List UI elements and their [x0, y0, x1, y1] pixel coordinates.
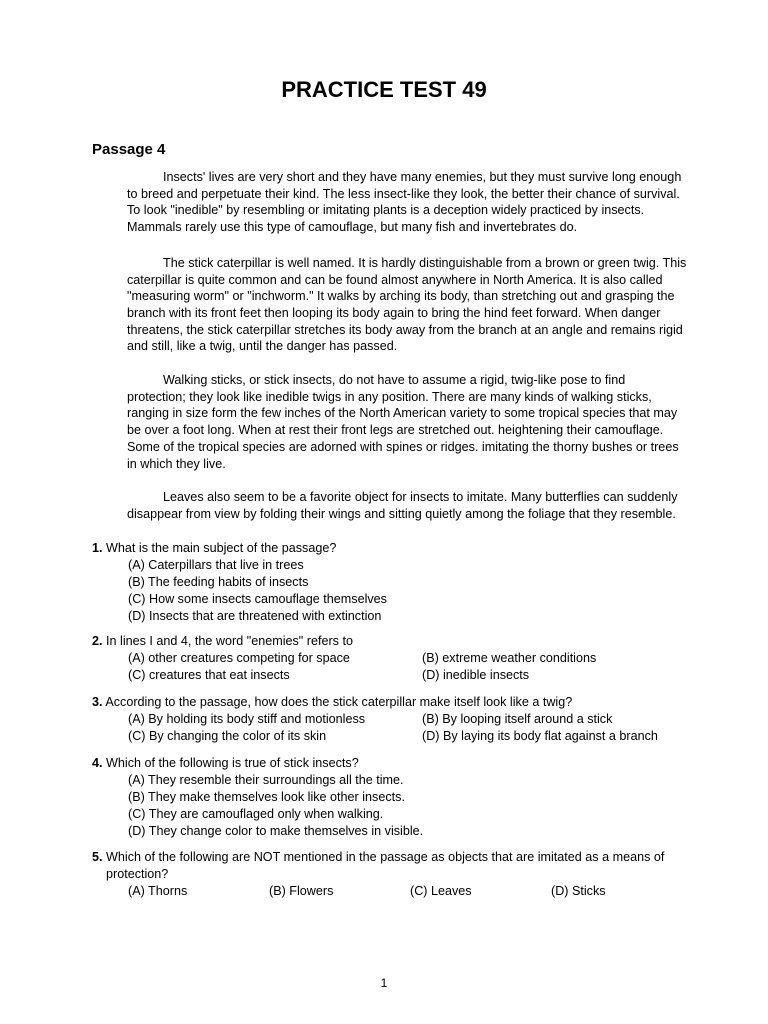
question-number: 4.	[92, 756, 103, 770]
answer-options	[92, 772, 692, 840]
question-stem	[92, 755, 692, 772]
answer-option: (A) other creatures competing for space	[128, 651, 350, 665]
question-number: 2.	[92, 634, 103, 648]
answer-option: (C) How some insects camouflage themselves	[128, 592, 387, 606]
passage-body	[127, 169, 687, 540]
answer-option: (A) By holding its body stiff and motionless	[128, 712, 366, 726]
question-4	[92, 755, 692, 840]
answer-option: (C) They are camouflaged only when walking.	[128, 807, 384, 821]
question-3	[92, 694, 692, 745]
question-1	[92, 540, 692, 625]
answer-option: (A) Thorns	[128, 884, 188, 898]
question-stem	[92, 540, 692, 557]
question-text-continued: protection?	[106, 867, 169, 881]
answer-option: (D) Insects that are threatened with extinction	[128, 609, 382, 623]
answer-option: (C) Leaves	[410, 884, 472, 898]
page-title: PRACTICE TEST 49	[281, 77, 487, 102]
answer-option: (B) The feeding habits of insects	[128, 575, 309, 589]
answer-option: (C) By changing the color of its skin	[128, 729, 327, 743]
question-2	[92, 633, 692, 684]
answer-options	[92, 557, 692, 625]
question-number: 5.	[92, 850, 103, 864]
passage-paragraph: Walking sticks, or stick insects, do not have to assume a rigid, twig-like pose to find protection; they look like inedible twigs in any position. There are many kinds of walking sticks, ranging in size form the few inches of the North American variety to some tropical species that may be over a foot long. When at rest their front legs are stretched out. heightening their camouflage. Some of the tropical species are adorned with spines or ridges. imitating the thorny bushes or trees in which they live.	[127, 373, 679, 471]
answer-option: (D) They change color to make themselves in visible.	[128, 824, 424, 838]
page-number: 1	[380, 976, 388, 990]
question-number: 1.	[92, 541, 103, 555]
passage-paragraph: Leaves also seem to be a favorite object for insects to imitate. Many butterflies can suddenly disappear from view by folding their wings and sitting quietly among the foliage that they resemble.	[127, 490, 678, 521]
answer-option: (B) extreme weather conditions	[422, 651, 597, 665]
question-number: 3.	[92, 695, 103, 709]
answer-option: (B) Flowers	[269, 884, 334, 898]
answer-options	[92, 883, 692, 900]
question-text: According to the passage, how does the stick caterpillar make itself look like a twig?	[105, 695, 573, 709]
question-text: In lines I and 4, the word "enemies" refers to	[106, 634, 353, 648]
passage-paragraph: Insects' lives are very short and they have many enemies, but they must survive long enough to breed and perpetuate their kind. The less insect-like they look, the better their chance of survival. To look "inedible" by resembling or imitating plants is a deception widely practiced by insects. Mammals rarely use this type of camouflage, but many fish and invertebrates do.	[127, 170, 682, 235]
passage-paragraph: The stick caterpillar is well named. It is hardly distinguishable from a brown or green twig. This caterpillar is quite common and can be found almost anywhere in North America. It is also called "measuring worm" or "inchworm." It walks by arching its body, than stretching out and grasping the branch with its front feet then looping its body again to bring the hind feet forward. When danger threatens, the stick caterpillar stretches its body away from the branch at an angle and remains rigid and still, like a twig, until the danger has passed.	[127, 255, 687, 354]
question-text: Which of the following are NOT mentioned in the passage as objects that are imitated as a means of	[106, 850, 665, 864]
passage-heading: Passage 4	[92, 141, 166, 158]
question-5	[92, 849, 692, 900]
answer-option: (C) creatures that eat insects	[128, 668, 290, 682]
answer-option: (A) Caterpillars that live in trees	[128, 558, 304, 572]
answer-option: (B) They make themselves look like other insects.	[128, 790, 405, 804]
question-text: What is the main subject of the passage?	[106, 541, 337, 555]
answer-options	[92, 711, 692, 745]
question-text: Which of the following is true of stick insects?	[106, 756, 359, 770]
answer-options	[92, 650, 692, 684]
question-stem	[92, 849, 692, 883]
answer-option: (D) By laying its body flat against a branch	[422, 729, 658, 743]
question-stem	[92, 694, 692, 711]
answer-option: (D) inedible insects	[422, 668, 530, 682]
question-stem	[92, 633, 692, 650]
answer-option: (D) Sticks	[551, 884, 606, 898]
answer-option: (B) By looping itself around a stick	[422, 712, 613, 726]
answer-option: (A) They resemble their surroundings all the time.	[128, 773, 404, 787]
